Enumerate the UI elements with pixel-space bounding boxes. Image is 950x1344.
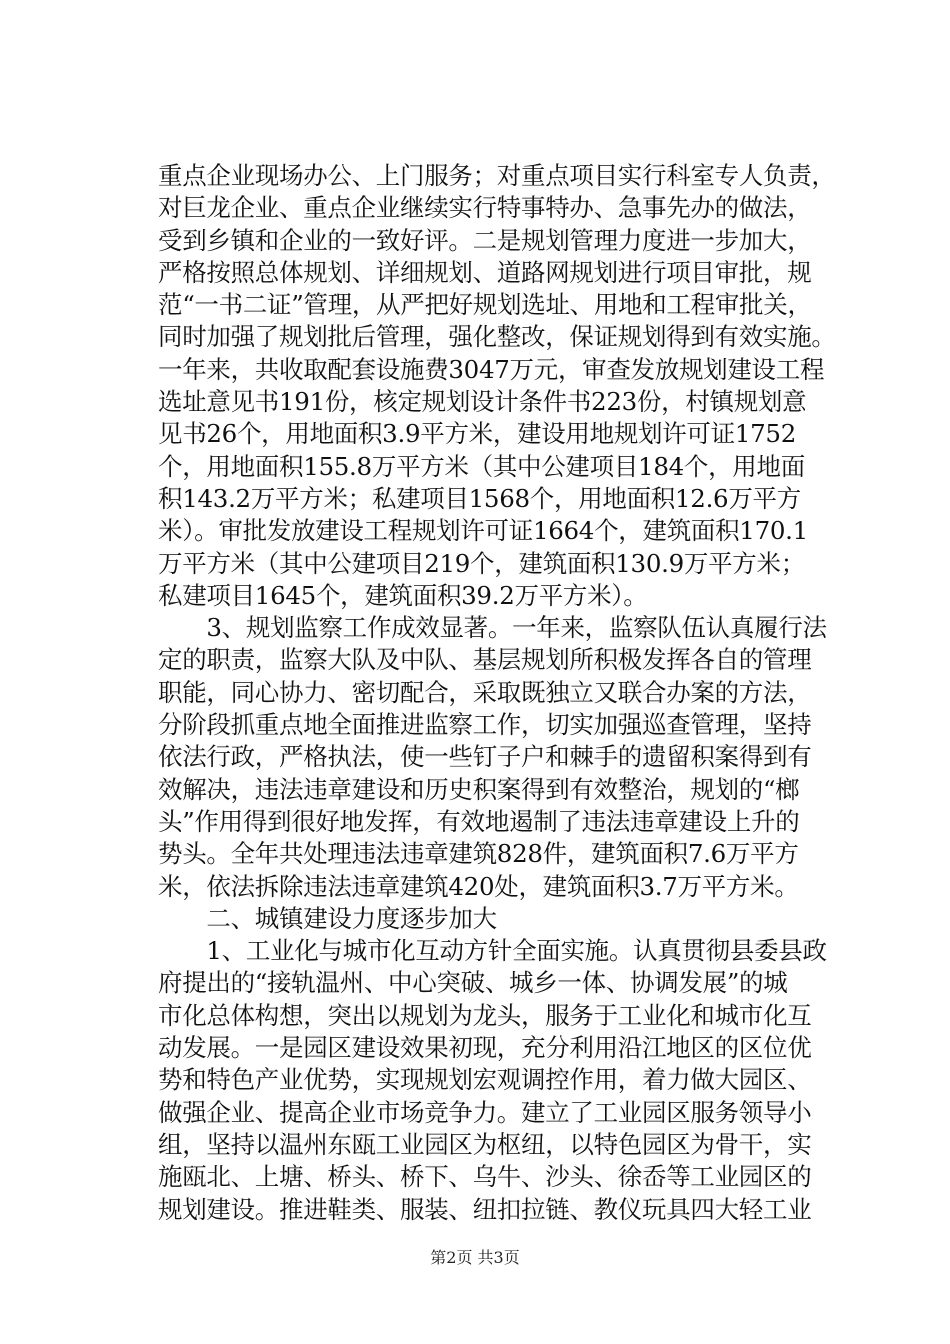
text-line: 势和特色产业优势，实现规划宏观调控作用，着力做大园区、 [158, 1065, 812, 1095]
text-line: 定的职责，监察大队及中队、基层规划所积极发挥各自的管理 [158, 645, 812, 675]
text-line: 积143.2万平方米；私建项目1568个，用地面积12.6万平方 [158, 483, 801, 513]
text-line: 职能，同心协力、密切配合，采取既独立又联合办案的方法， [158, 677, 812, 707]
paragraph-start-line: 1、工业化与城市化互动方针全面实施。认真贯彻县委县政 [158, 936, 827, 966]
text-line: 米，依法拆除违法违章建筑420处，建筑面积3.7万平方米。 [158, 871, 799, 901]
section-heading: 二、城镇建设力度逐步加大 [158, 903, 497, 933]
text-line: 头”作用得到很好地发挥，有效地遏制了违法违章建设上升的 [158, 806, 800, 836]
text-line: 个，用地面积155.8万平方米（其中公建项目184个，用地面 [158, 451, 805, 481]
text-line: 米）。审批发放建设工程规划许可证1664个，建筑面积170.1 [158, 516, 808, 546]
text-line: 见书26个，用地面积3.9平方米，建设用地规划许可证1752 [158, 419, 796, 449]
text-line: 依法行政，严格执法，使一些钉子户和棘手的遗留积案得到有 [158, 742, 812, 772]
text-line: 重点企业现场办公、上门服务；对重点项目实行科室专人负责， [158, 161, 836, 190]
text-line: 施瓯北、上塘、桥头、桥下、乌牛、沙头、徐岙等工业园区的 [158, 1162, 812, 1192]
text-line: 受到乡镇和企业的一致好评。二是规划管理力度进一步加大， [158, 225, 812, 255]
text-line: 万平方米（其中公建项目219个，建筑面积130.9万平方米； [158, 548, 805, 578]
text-line: 私建项目1645个，建筑面积39.2万平方米）。 [158, 580, 648, 610]
text-line: 组，坚持以温州东瓯工业园区为枢纽，以特色园区为骨干，实 [158, 1129, 812, 1159]
text-line: 一年来，共收取配套设施费3047万元，审查发放规划建设工程 [158, 354, 825, 384]
text-line: 范“一书二证”管理，从严把好规划选址、用地和工程审批关， [158, 290, 812, 320]
text-line: 规划建设。推进鞋类、服装、纽扣拉链、教仪玩具四大轻工业 [158, 1194, 812, 1224]
text-line: 对巨龙企业、重点企业继续实行特事特办、急事先办的做法， [158, 193, 812, 223]
text-line: 同时加强了规划批后管理，强化整改，保证规划得到有效实施。 [158, 322, 836, 352]
page-number-footer: 第2页 共3页 [430, 1248, 520, 1267]
text-line: 市化总体构想，突出以规划为龙头，服务于工业化和城市化互 [158, 1000, 812, 1030]
text-line: 做强企业、提高企业市场竞争力。建立了工业园区服务领导小 [158, 1097, 812, 1127]
paragraph-start-line: 3、规划监察工作成效显著。一年来，监察队伍认真履行法 [158, 613, 827, 643]
text-line: 动发展。一是园区建设效果初现，充分利用沿江地区的区位优 [158, 1033, 812, 1063]
text-line: 势头。全年共处理违法违章建筑828件，建筑面积7.6万平方 [158, 839, 799, 869]
text-line: 严格按照总体规划、详细规划、道路网规划进行项目审批，规 [158, 257, 812, 287]
text-line: 府提出的“接轨温州、中心突破、城乡一体、协调发展”的城 [158, 968, 788, 998]
text-line: 分阶段抓重点地全面推进监察工作，切实加强巡查管理，坚持 [158, 710, 812, 740]
document-body [158, 160, 836, 1226]
text-line: 效解决，违法违章建设和历史积案得到有效整治，规划的“榔 [158, 774, 800, 804]
text-line: 选址意见书191份，核定规划设计条件书223份，村镇规划意 [158, 387, 807, 417]
